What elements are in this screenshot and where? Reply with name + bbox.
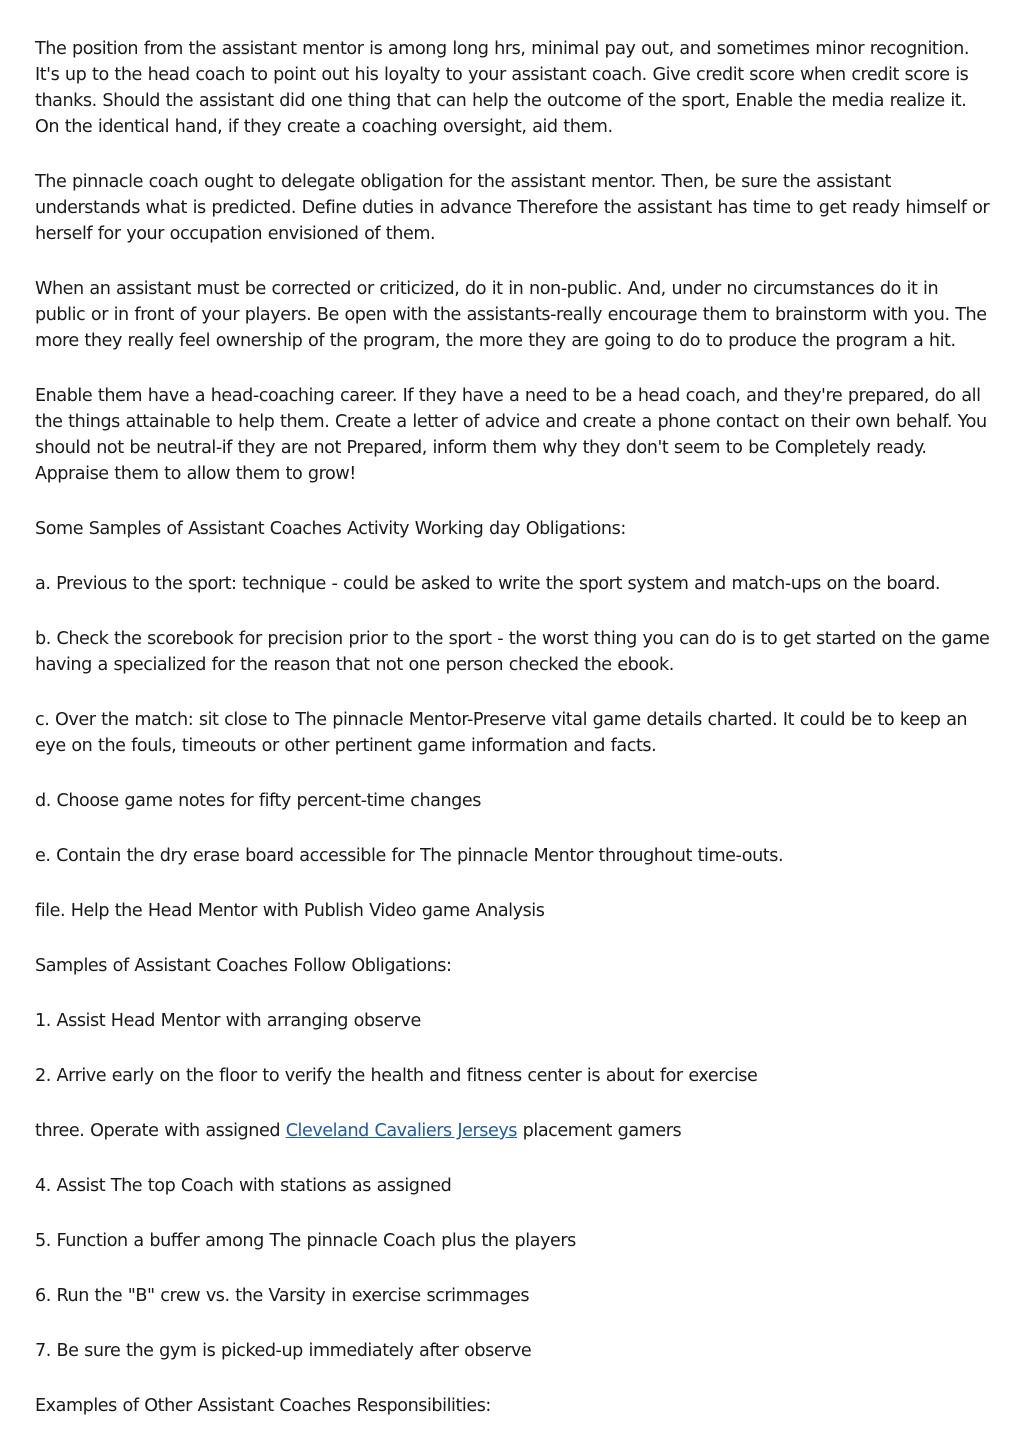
paragraph-assistant-role: The position from the assistant mentor is among long hrs, minimal pay out, and sometimes minor recognition. It's up to the head coach to point out his loyalty to your assistant coach. Give credit score when credit score is thanks. Should the assistant did one thing that can help the outcome of the sport, Enable the media realize it. On the identical hand, if they create a coaching oversight, aid them. — [35, 39, 969, 137]
heading-game-day-obligations: Some Samples of Assistant Coaches Activity Working day Obligations: — [35, 519, 626, 539]
document-body — [35, 36, 993, 1448]
cavaliers-jerseys-link[interactable]: Cleveland Cavaliers Jerseys — [285, 1121, 518, 1141]
list-item-3 — [35, 1118, 993, 1144]
paragraph-delegate-duties: The pinnacle coach ought to delegate obligation for the assistant mentor. Then, be sure the assistant understands what is predicted. Define duties in advance Therefore the assistant has time to get ready himself or herself for your occupation envisioned of them. — [35, 172, 990, 244]
list-item-a: a. Previous to the sport: technique - could be asked to write the sport system and match-ups on the board. — [35, 574, 941, 594]
list-item-e: e. Contain the dry erase board accessible for The pinnacle Mentor throughout time-outs. — [35, 846, 784, 866]
list-item-5: 5. Function a buffer among The pinnacle Coach plus the players — [35, 1231, 576, 1251]
list-item-6: 6. Run the "B" crew vs. the Varsity in exercise scrimmages — [35, 1286, 530, 1306]
list-item-c: c. Over the match: sit close to The pinnacle Mentor-Preserve vital game details charted. It could be to keep an eye on the fouls, timeouts or other pertinent game information and facts. — [35, 710, 968, 756]
list-item-2: 2. Arrive early on the floor to verify the health and fitness center is about for exercise — [35, 1066, 758, 1086]
list-item-4: 4. Assist The top Coach with stations as assigned — [35, 1176, 452, 1196]
list-item-d: d. Choose game notes for fifty percent-time changes — [35, 791, 481, 811]
list-item-3-before: three. Operate with assigned — [35, 1121, 286, 1141]
paragraph-head-coaching-career: Enable them have a head-coaching career. If they have a need to be a head coach, and they're prepared, do all the things attainable to help them. Create a letter of advice and create a phone contact on their own behalf. You should not be neutral-if they are not Prepared, inform them why they don't seem to be Completely ready. Appraise them to allow them to grow! — [35, 386, 987, 484]
list-item-3-after: placement gamers — [517, 1121, 682, 1141]
list-item-b: b. Check the scorebook for precision prior to the sport - the worst thing you can do is to get started on the game having a specialized for the reason that not one person checked the ebook. — [35, 629, 990, 675]
list-item-f: file. Help the Head Mentor with Publish Video game Analysis — [35, 901, 545, 921]
list-item-1: 1. Assist Head Mentor with arranging observe — [35, 1011, 421, 1031]
heading-practice-obligations: Samples of Assistant Coaches Follow Obligations: — [35, 956, 452, 976]
list-item-7: 7. Be sure the gym is picked-up immediately after observe — [35, 1341, 532, 1361]
heading-other-responsibilities: Examples of Other Assistant Coaches Responsibilities: — [35, 1396, 491, 1416]
paragraph-correction-privacy: When an assistant must be corrected or criticized, do it in non-public. And, under no circumstances do it in public or in front of your players. Be open with the assistants-really encourage them to brainstorm with you. The more they really feel ownership of the program, the more they are going to do to produce the program a hit. — [35, 279, 987, 351]
